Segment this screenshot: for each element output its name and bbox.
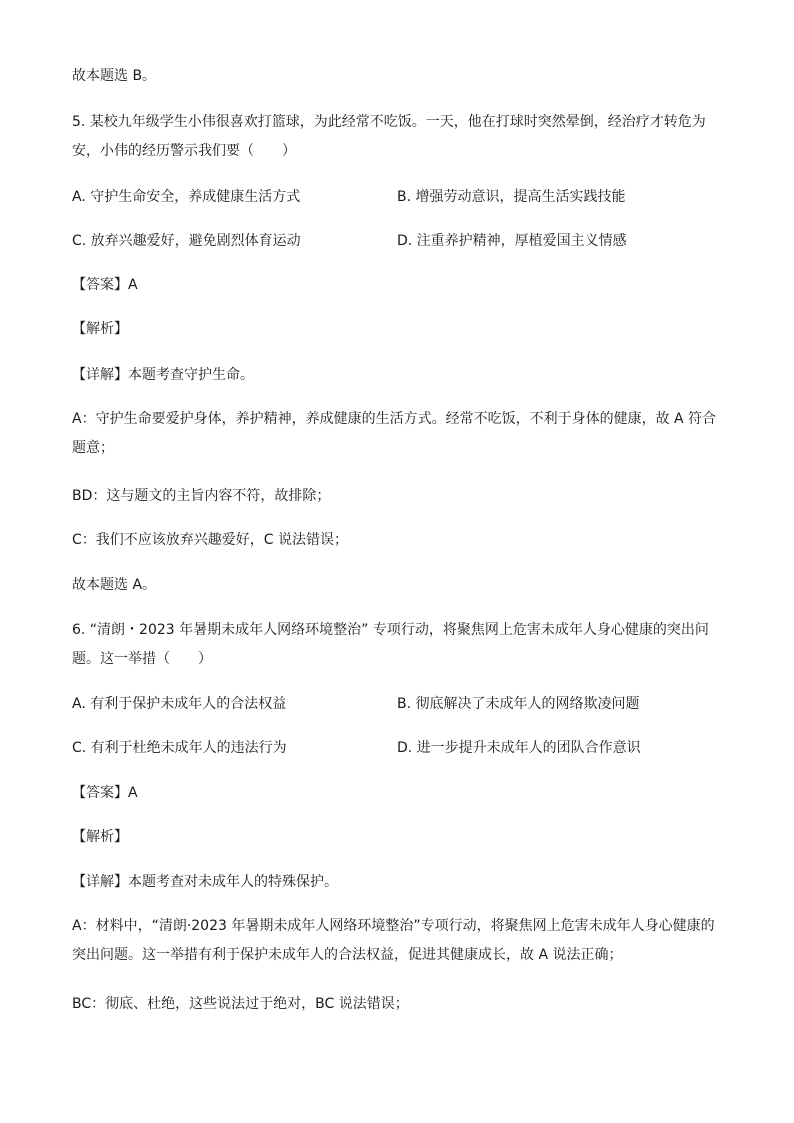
question-6-stem: 6. “清朗・2023 年暑期未成年人网络环境整治” 专项行动，将聚焦网上危害未成年人身心健康的突出问题。这一举措（ ） bbox=[72, 622, 709, 667]
q6-detail: 【详解】本题考查对未成年人的特殊保护。 bbox=[72, 874, 338, 890]
q6-option-b: B. 彻底解决了未成年人的网络欺凌问题 bbox=[397, 696, 640, 712]
q6-explanation-bc: BC：彻底、杜绝，这些说法过于绝对，BC 说法错误； bbox=[72, 996, 409, 1012]
q5-conclusion: 故本题选 A。 bbox=[72, 577, 157, 593]
previous-conclusion: 故本题选 B。 bbox=[72, 68, 157, 84]
q6-analysis-heading: 【解析】 bbox=[72, 829, 128, 845]
q5-detail: 【详解】本题考查守护生命。 bbox=[72, 367, 254, 383]
q5-analysis-heading: 【解析】 bbox=[72, 321, 128, 337]
q5-option-d: D. 注重养护精神，厚植爱国主义情感 bbox=[397, 233, 627, 249]
q6-option-d: D. 进一步提升未成年人的团队合作意识 bbox=[397, 740, 641, 756]
q5-explanation-bd: BD：这与题文的主旨内容不符，故排除； bbox=[72, 488, 331, 504]
q5-explanation-c: C：我们不应该放弃兴趣爱好，C 说法错误； bbox=[72, 532, 348, 548]
q6-answer: 【答案】A bbox=[72, 785, 138, 801]
q5-option-a: A. 守护生命安全，养成健康生活方式 bbox=[72, 189, 301, 205]
q6-option-c: C. 有利于杜绝未成年人的违法行为 bbox=[72, 740, 287, 756]
q6-explanation-a: A：材料中，“清朗·2023 年暑期未成年人网络环境整治”专项行动，将聚焦网上危害未成年人身心健康的突出问题。这一举措有利于保护未成年人的合法权益，促进其健康成长，故 A 说法正确； bbox=[72, 918, 715, 963]
q5-answer: 【答案】A bbox=[72, 277, 138, 293]
q6-option-a: A. 有利于保护未成年人的合法权益 bbox=[72, 696, 287, 712]
question-5-stem: 5. 某校九年级学生小伟很喜欢打篮球，为此经常不吃饭。一天，他在打球时突然晕倒，经治疗才转危为安，小伟的经历警示我们要（ ） bbox=[72, 114, 706, 159]
q5-option-b: B. 增强劳动意识，提高生活实践技能 bbox=[397, 189, 626, 205]
q5-explanation-a: A：守护生命要爱护身体，养护精神，养成健康的生活方式。经常不吃饭，不利于身体的健康，故 A 符合题意； bbox=[72, 411, 717, 456]
q5-option-c: C. 放弃兴趣爱好，避免剧烈体育运动 bbox=[72, 233, 301, 249]
